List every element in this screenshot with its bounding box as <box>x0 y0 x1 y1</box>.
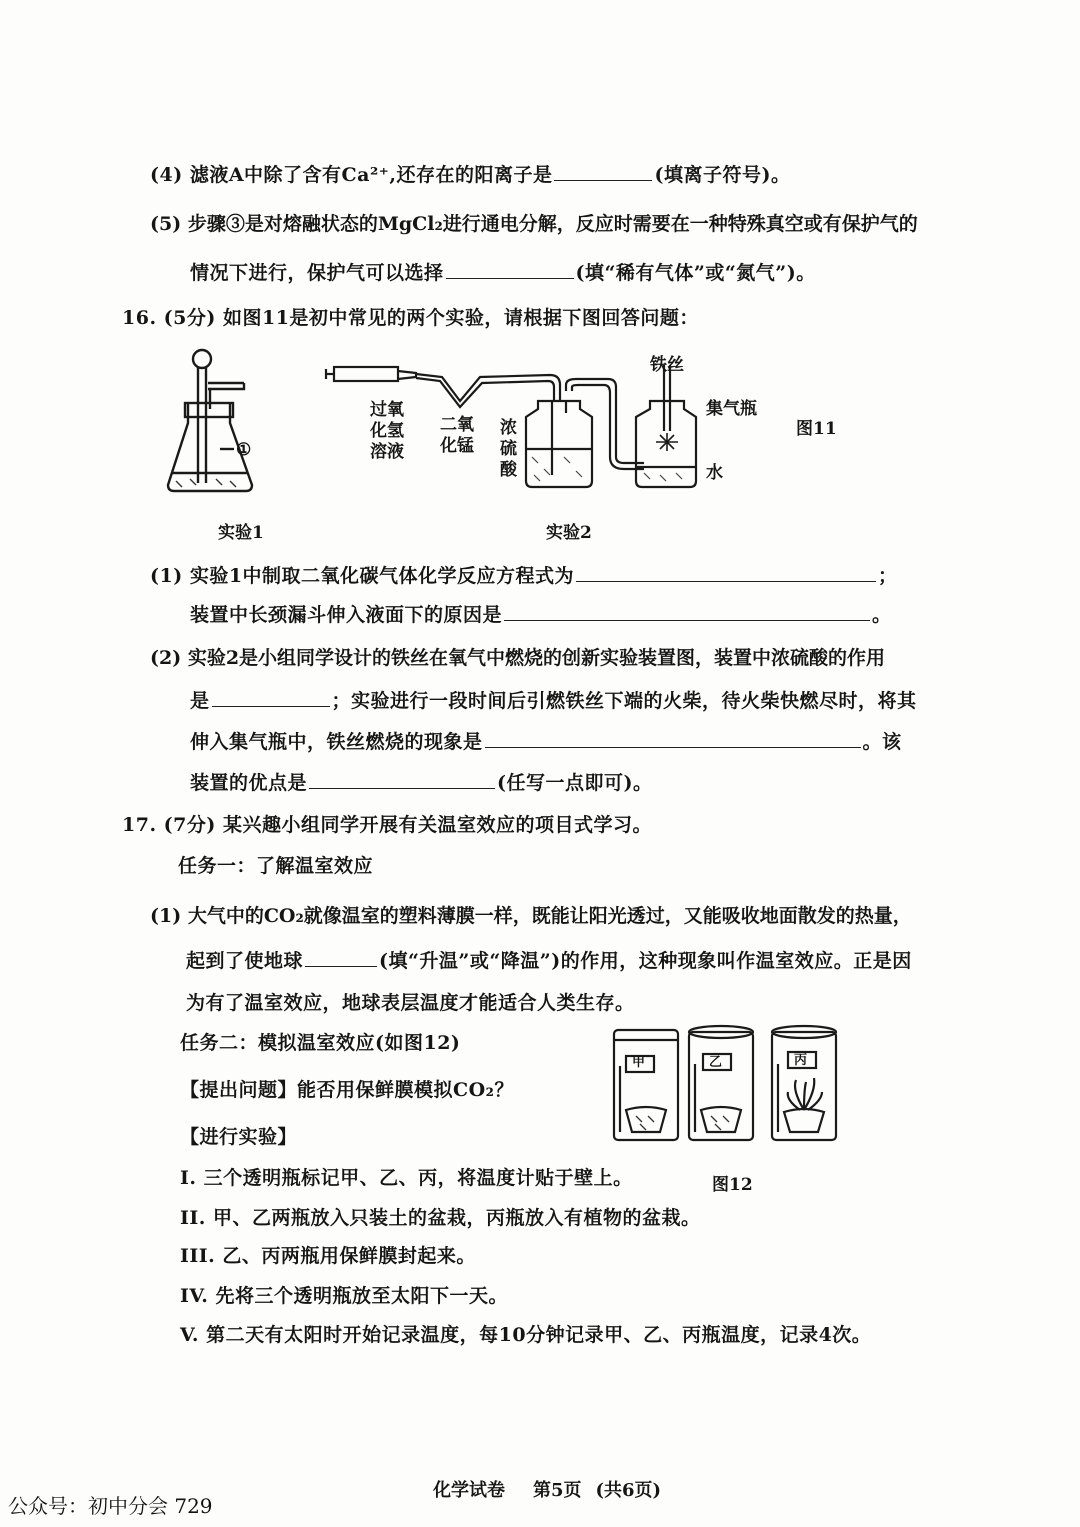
q17-header: 17. (7分) 某兴趣小组同学开展有关温室效应的项目式学习。 <box>122 814 652 836</box>
q16-part1-line2: 装置中长颈漏斗伸入液面下的原因是 。 <box>190 604 892 626</box>
watermark-text: 公众号：初中分会 729 <box>8 1494 213 1518</box>
label-circle-1: ① <box>236 440 252 460</box>
caption-experiment-2: 实验2 <box>546 523 592 543</box>
q15-part5-line2: 情况下进行，保护气可以选择 (填“稀有气体”或“氮气”)。 <box>190 262 816 284</box>
q16-part2-line3: 伸入集气瓶中，铁丝燃烧的现象是 。该 <box>190 731 902 753</box>
answer-blank[interactable] <box>212 705 330 707</box>
figure-11-number: 图11 <box>796 419 837 439</box>
jar-jia <box>612 1026 682 1144</box>
label-h2o2: 过氧 化氢 溶液 <box>370 400 404 462</box>
q16-header: 16. (5分) 如图11是初中常见的两个实验，请根据下图回答问题： <box>122 307 699 329</box>
footer-subject: 化学试卷 <box>432 1480 505 1501</box>
footer-total: (共6页) <box>595 1480 662 1501</box>
label-mno2: 二氧 化锰 <box>440 415 474 456</box>
answer-blank[interactable] <box>576 580 876 582</box>
q17-part1-line1: (1) 大气中的CO₂就像温室的塑料薄膜一样，既能让阳光透过，又能吸收地面散发的热量， <box>150 905 912 927</box>
conduct-experiment-heading: 【进行实验】 <box>180 1126 298 1148</box>
answer-blank[interactable] <box>309 787 495 789</box>
task-two-heading: 任务二：模拟温室效应(如图12) <box>180 1032 461 1054</box>
q16-part2-line4: 装置的优点是 (任写一点即可)。 <box>190 772 653 794</box>
label-gas-bottle: 集气瓶 <box>706 399 757 419</box>
footer-page: 第5页 <box>532 1480 582 1501</box>
q17-part1-line3: 为有了温室效应，地球表层温度才能适合人类生存。 <box>186 992 635 1014</box>
step-2: II. 甲、乙两瓶放入只装土的盆栽，丙瓶放入有植物的盆栽。 <box>180 1207 701 1229</box>
task-one-heading: 任务一：了解温室效应 <box>178 855 374 877</box>
q16-part1-line1: (1) 实验1中制取二氧化碳气体化学反应方程式为 ； <box>150 565 898 587</box>
experiment1-apparatus <box>150 345 270 505</box>
figure-12-number: 图12 <box>712 1175 753 1195</box>
label-conc-h2so4: 浓 硫 酸 <box>500 418 517 480</box>
q16-part2-line2: 是 ；实验进行一段时间后引燃铁丝下端的火柴，待火柴快燃尽时，将其 <box>190 690 917 712</box>
label-water: 水 <box>706 463 723 483</box>
step-5: V. 第二天有太阳时开始记录温度，每10分钟记录甲、乙、丙瓶温度，记录4次。 <box>180 1324 872 1346</box>
jar-label-bing: 丙 <box>794 1053 808 1068</box>
label-iron-wire: 铁丝 <box>650 355 684 375</box>
q15-part4: (4) 滤液A中除了含有Ca²⁺,还存在的阳离子是 (填离子符号)。 <box>150 164 791 186</box>
answer-blank[interactable] <box>554 179 652 181</box>
step-1: I. 三个透明瓶标记甲、乙、丙，将温度计贴于壁上。 <box>180 1167 633 1189</box>
caption-experiment-1: 实验1 <box>218 523 264 543</box>
answer-blank[interactable] <box>446 277 574 279</box>
q17-part1-line2: 起到了使地球 (填“升温”或“降温”)的作用，这种现象叫作温室效应。正是因 <box>186 950 912 972</box>
step-4: IV. 先将三个透明瓶放至太阳下一天。 <box>180 1285 509 1307</box>
answer-blank[interactable] <box>485 746 861 748</box>
jar-bing <box>770 1024 840 1144</box>
answer-blank[interactable] <box>305 965 377 967</box>
q16-part2-line1: (2) 实验2是小组同学设计的铁丝在氧气中燃烧的创新实验装置图，装置中浓硫酸的作用 <box>150 647 886 669</box>
jar-label-yi: 乙 <box>709 1055 723 1070</box>
jar-label-jia: 甲 <box>632 1055 646 1070</box>
step-3: III. 乙、丙两瓶用保鲜膜封起来。 <box>180 1245 476 1267</box>
jar-yi <box>687 1024 757 1144</box>
answer-blank[interactable] <box>504 619 870 621</box>
raise-question: 【提出问题】能否用保鲜膜模拟CO₂？ <box>180 1079 514 1101</box>
q15-part5-line1: (5) 步骤③是对熔融状态的MgCl₂进行通电分解，反应时需要在一种特殊真空或有保护气的 <box>150 213 918 235</box>
